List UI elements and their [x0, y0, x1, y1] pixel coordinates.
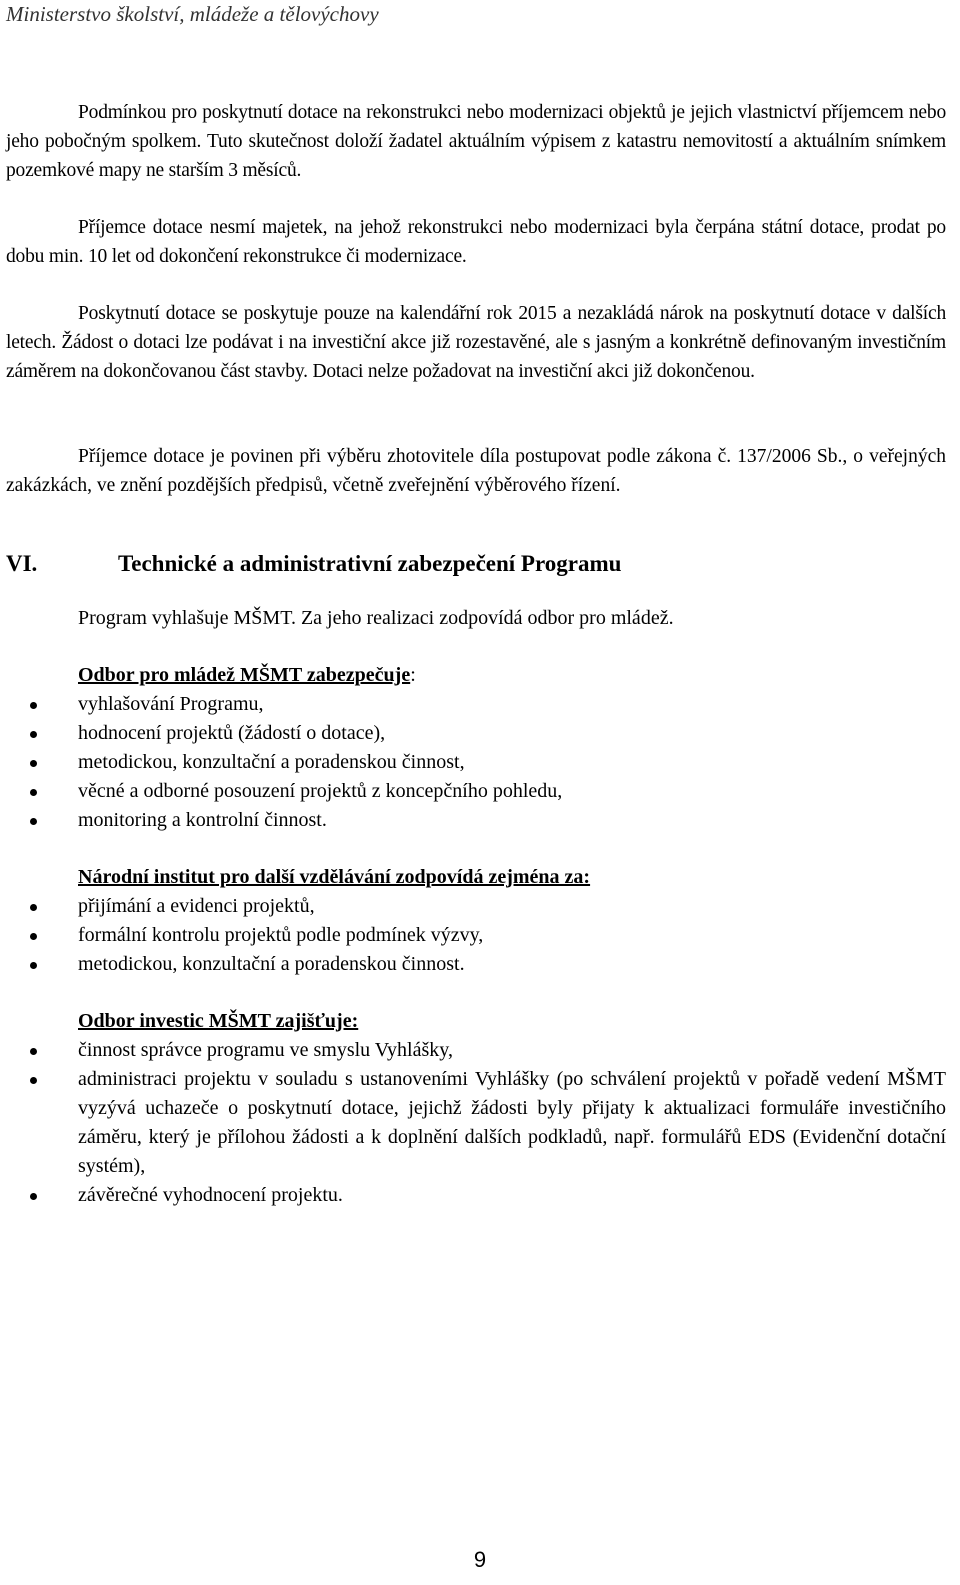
- list-item: věcné a odborné posouzení projektů z koncepčního pohledu,: [6, 777, 946, 806]
- section-title: Technické a administrativní zabezpečení Programu: [118, 551, 622, 576]
- list-nidv: [6, 892, 946, 979]
- bullet-icon: [30, 1077, 37, 1084]
- list-investment-department: [6, 1036, 946, 1210]
- document-header: Ministerstvo školství, mládeže a tělovýchovy: [6, 2, 379, 26]
- list-item: monitoring a kontrolní činnost.: [6, 806, 946, 835]
- list-item: hodnocení projektů (žádostí o dotace),: [6, 719, 946, 748]
- section-intro: Program vyhlašuje MŠMT. Za jeho realizaci zodpovídá odbor pro mládež.: [78, 607, 674, 629]
- bullet-icon: [30, 702, 37, 709]
- bullet-icon: [30, 789, 37, 796]
- bullet-icon: [30, 760, 37, 767]
- bullet-icon: [30, 933, 37, 940]
- section-number: VI.: [6, 551, 38, 576]
- page-number: 9: [473, 1547, 487, 1572]
- group-title-nidv: Národní institut pro další vzdělávání zodpovídá zejména za:: [78, 866, 591, 888]
- bullet-icon: [30, 1193, 37, 1200]
- list-youth-department: [6, 690, 946, 835]
- paragraph-subsidy-period: Poskytnutí dotace se poskytuje pouze na kalendářní rok 2015 a nezakládá nárok na poskytnutí dotace v dalších letech. Žádost o dotaci lze podávat i na investiční akce již rozestavěné, ale s jasným a konkrétně definovaným investičním záměrem na dokončovanou část stavby. Dotaci nelze požadovat na investiční akci již dokončenou.: [6, 303, 946, 382]
- bullet-icon: [30, 904, 37, 911]
- list-item: činnost správce programu ve smyslu Vyhlášky,: [6, 1036, 946, 1065]
- paragraph-sale-restriction: Příjemce dotace nesmí majetek, na jehož rekonstrukci nebo modernizaci byla čerpána státní dotace, prodat po dobu min. 10 let od dokončení rekonstrukce či modernizace.: [6, 217, 946, 267]
- document-body: [6, 98, 946, 1210]
- section-heading: [6, 548, 946, 580]
- list-item: závěrečné vyhodnocení projektu.: [6, 1181, 946, 1210]
- list-item: metodickou, konzultační a poradenskou činnost.: [6, 950, 946, 979]
- group-title-youth-department: Odbor pro mládež MŠMT zabezpečuje:: [78, 664, 416, 686]
- list-item: vyhlašování Programu,: [6, 690, 946, 719]
- list-item: formální kontrolu projektů podle podmínek výzvy,: [6, 921, 946, 950]
- group-title-investment-department: Odbor investic MŠMT zajišťuje:: [78, 1010, 359, 1032]
- list-item: přijímání a evidenci projektů,: [6, 892, 946, 921]
- list-item: metodickou, konzultační a poradenskou činnost,: [6, 748, 946, 777]
- bullet-icon: [30, 962, 37, 969]
- paragraph-ownership: Podmínkou pro poskytnutí dotace na rekonstrukci nebo modernizaci objektů je jejich vlastnictví příjemcem nebo jeho pobočným spolkem. Tuto skutečnost doloží žadatel aktuálním výpisem z katastru nemovitostí a aktuálním snímkem pozemkové mapy ne starším 3 měsíců.: [6, 102, 946, 181]
- list-item: administraci projektu v souladu s ustanoveními Vyhlášky (po schválení projektů v pořadě vedení MŠMT vyzývá uchazeče o poskytnutí dotace, jejichž žádosti byly přijaty k aktualizaci formuláře investičního záměru, který je přílohou žádosti a k doplnění dalších podkladů, např. formulářů EDS (Evidenční dotační systém),: [6, 1065, 946, 1181]
- paragraph-procurement: Příjemce dotace je povinen při výběru zhotovitele díla postupovat podle zákona č. 137/2006 Sb., o veřejných zakázkách, ve znění pozdějších předpisů, včetně zveřejnění výběrového řízení.: [6, 446, 946, 496]
- bullet-icon: [30, 731, 37, 738]
- bullet-icon: [30, 818, 37, 825]
- bullet-icon: [30, 1048, 37, 1055]
